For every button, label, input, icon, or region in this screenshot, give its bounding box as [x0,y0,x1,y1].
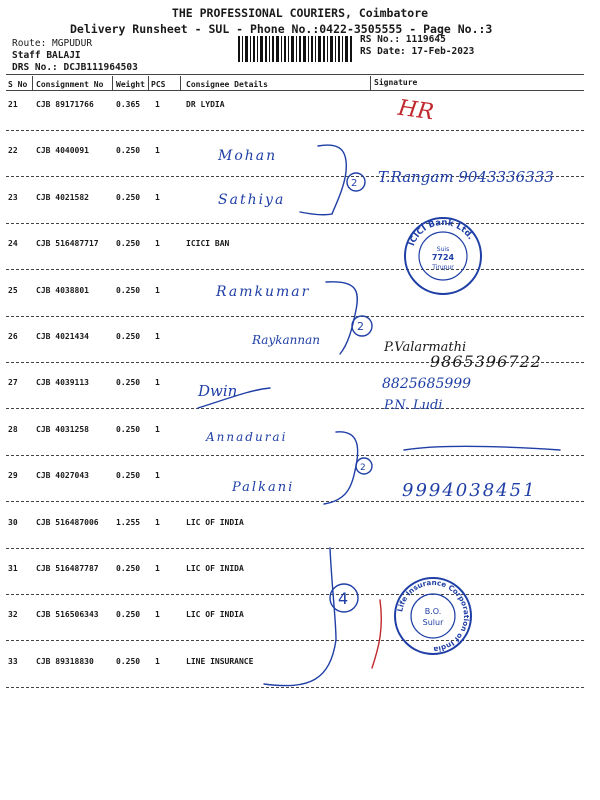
handwritten-phone: 9994038451 [402,480,537,501]
bracket-count: 2 [357,320,364,333]
lic-stamp [392,575,474,657]
row-32-sno: 32 [8,610,18,620]
row-30-pcs: 1 [155,517,160,527]
icici-stamp-top: Suis [436,246,450,253]
row-21-cno: CJB 89171766 [36,100,94,109]
row-31-consignee: LIC OF INIDA [186,564,244,573]
row-30-sno: 30 [8,517,18,527]
handwritten-name: Palkani [232,480,295,495]
row-28-weight: 0.250 [116,424,141,434]
ink-flourish [372,600,381,668]
row-33-consignee: LINE INSURANCE [186,656,254,666]
row-33-cno: CJB 89318830 [36,656,94,666]
handwritten-name: Dwin [198,382,238,400]
handwritten-signature: P.Valarmathi [384,340,467,355]
icici-stamp-bottom: Tirupur [432,264,454,271]
row-23-pcs: 1 [155,192,160,202]
row-30-cno: CJB 516487006 [36,517,99,527]
row-24-consignee: ICICI BAN [186,239,230,249]
runsheet-subtitle: Delivery Runsheet - SUL - Phone No.:0422-3505555 - Page No.:3 [70,22,493,36]
handwritten-phone: 8825685999 [382,376,472,392]
row-30-consignee: LIC OF INDIA [186,517,244,527]
row-24-weight: 0.250 [116,239,141,249]
bracket-stroke [300,212,332,215]
handwritten-signature: HR [396,95,436,126]
page-title: THE PROFESSIONAL COURIERS, Coimbatore [171,6,429,20]
handwritten-phone: T.Rangam 9043336333 [378,168,554,186]
handwritten-signature: P.N. Ludi [384,398,443,413]
lic-stamp-outer: Life Insurance Corporation of India [395,577,472,655]
staff-label: Staff BALAJI [12,50,81,61]
lic-stamp-place: Sulur [422,618,444,627]
icici-stamp-outer: ICICI Bank Ltd. [406,217,476,248]
row-25-cno: CJB 4038801 [36,285,89,295]
row-25-weight: 0.250 [116,285,141,295]
row-23-sno: 23 [8,192,18,202]
col-consignment: Consignment No [36,80,104,89]
col-signature: Signature [374,78,418,87]
row-29-weight: 0.250 [116,471,141,481]
row-25-sno: 25 [8,285,18,295]
row-30-weight: 1.255 [116,517,141,527]
row-24-cno: CJB 516487717 [36,239,99,249]
col-weight: Weight [116,80,145,89]
row-32-pcs: 1 [155,610,160,620]
col-pcs: PCS [151,80,166,89]
row-22-weight: 0.250 [116,146,141,156]
handwritten-name: Raykannan [252,333,321,347]
route-label: Route: MGPUDUR [12,38,93,49]
bracket-count: 2 [351,178,358,189]
rs-number: RS No.: 1119645 [360,34,446,45]
row-33-weight: 0.250 [116,656,141,666]
row-27-weight: 0.250 [116,378,141,388]
bracket-stroke [264,548,336,686]
bracket-count: 2 [360,463,366,473]
handwritten-name: Mohan [218,148,278,164]
col-sno: S No [8,80,28,89]
row-26-cno: CJB 4021434 [36,332,89,341]
row-24-sno: 24 [8,239,18,249]
icici-stamp [402,215,484,297]
ink-flourish [404,446,560,450]
row-29-sno: 29 [8,471,18,481]
svg-text:ICICI Bank Ltd. [407,218,475,248]
col-consignee: Consignee Details [186,80,268,89]
ink-flourish [198,388,270,408]
row-21-weight: 0.365 [116,100,141,109]
icici-stamp-code: 7724 [431,253,455,262]
row-22-sno: 22 [8,146,18,156]
bracket-stroke [326,282,357,354]
bracket-stroke [324,432,358,504]
row-25-pcs: 1 [155,285,160,295]
handwritten-name: Sathiya [218,192,286,208]
row-28-pcs: 1 [155,424,160,434]
handwritten-name: Annadurai [206,430,288,444]
row-32-cno: CJB 516506343 [36,610,99,620]
lic-stamp-branch: B.O. [424,607,442,616]
row-22-cno: CJB 4040091 [36,146,89,156]
row-31-cno: CJB 516487787 [36,564,99,573]
bracket-stroke [318,145,346,214]
row-33-sno: 33 [8,656,18,666]
rs-date: RS Date: 17-Feb-2023 [360,46,475,57]
row-23-weight: 0.250 [116,192,141,202]
row-28-sno: 28 [8,424,18,434]
row-31-weight: 0.250 [116,564,141,573]
row-28-cno: CJB 4031258 [36,424,89,434]
row-27-pcs: 1 [155,378,160,388]
row-26-weight: 0.250 [116,332,141,341]
row-33-pcs: 1 [155,656,160,666]
row-21-consignee: DR LYDIA [186,100,225,109]
row-22-pcs: 1 [155,146,160,156]
handwritten-phone: 9865396722 [430,352,542,371]
row-27-sno: 27 [8,378,18,388]
row-26-sno: 26 [8,332,18,341]
row-31-pcs: 1 [155,564,160,573]
row-26-pcs: 1 [155,332,160,341]
bracket-count: 4 [338,589,349,608]
row-29-cno: CJB 4027043 [36,471,89,481]
row-29-pcs: 1 [155,471,160,481]
row-21-pcs: 1 [155,100,160,109]
row-21-sno: 21 [8,100,18,109]
row-32-consignee: LIC OF INDIA [186,610,244,620]
row-27-cno: CJB 4039113 [36,378,89,388]
handwritten-name: Ramkumar [216,284,311,300]
row-23-cno: CJB 4021582 [36,192,89,202]
drs-number: DRS No.: DCJB111964503 [12,62,138,73]
row-32-weight: 0.250 [116,610,141,620]
row-24-pcs: 1 [155,239,160,249]
row-31-sno: 31 [8,564,18,573]
